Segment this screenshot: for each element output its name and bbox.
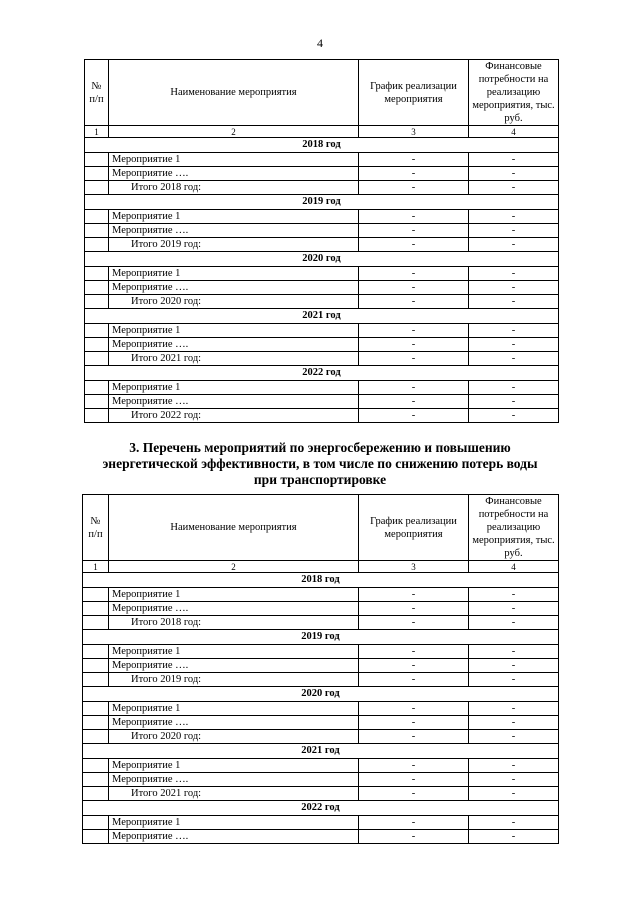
schedule-cell: - xyxy=(359,381,469,395)
activity-name-cell: Мероприятие 1 xyxy=(109,267,359,281)
name-header: Наименование мероприятия xyxy=(109,495,359,561)
finance-cell: - xyxy=(469,588,559,602)
schedule-cell: - xyxy=(359,324,469,338)
section-3-title-line-3: при транспортировке xyxy=(253,472,387,487)
activity-name-cell: Мероприятие …. xyxy=(109,167,359,181)
schedule-cell: - xyxy=(359,616,469,630)
activities-table-1 xyxy=(84,59,559,423)
activity-name-cell: Мероприятие …. xyxy=(109,773,359,787)
total-name-cell: Итого 2019 год: xyxy=(109,673,359,687)
year-row xyxy=(85,252,559,267)
table-row xyxy=(83,588,559,602)
section-3-title xyxy=(0,440,640,488)
row-number-cell xyxy=(85,338,109,352)
finance-cell: - xyxy=(469,730,559,744)
year-label: 2022 год xyxy=(83,801,559,816)
row-number-cell xyxy=(85,210,109,224)
table-row xyxy=(85,409,559,423)
schedule-cell: - xyxy=(359,295,469,309)
activity-name-cell: Мероприятие …. xyxy=(109,224,359,238)
row-number-cell xyxy=(83,759,109,773)
table-row xyxy=(83,787,559,801)
activity-name-cell: Мероприятие …. xyxy=(109,716,359,730)
schedule-cell: - xyxy=(359,210,469,224)
row-number-cell xyxy=(83,816,109,830)
activity-name-cell: Мероприятие …. xyxy=(109,338,359,352)
finance-cell: - xyxy=(469,338,559,352)
schedule-cell: - xyxy=(359,787,469,801)
finance-header: Финансовые потребности на реализацию мероприятия, тыс. руб. xyxy=(469,495,559,561)
activity-name-cell: Мероприятие 1 xyxy=(109,759,359,773)
total-name-cell: Итого 2018 год: xyxy=(109,616,359,630)
row-number-cell xyxy=(85,324,109,338)
finance-cell: - xyxy=(469,267,559,281)
row-number-cell xyxy=(85,238,109,252)
activity-name-cell: Мероприятие 1 xyxy=(109,381,359,395)
activity-name-cell: Мероприятие 1 xyxy=(109,645,359,659)
table-row xyxy=(85,381,559,395)
schedule-cell: - xyxy=(359,716,469,730)
schedule-header: График реализации мероприятия xyxy=(359,495,469,561)
year-row xyxy=(83,744,559,759)
year-row xyxy=(83,630,559,645)
activity-name-cell: Мероприятие 1 xyxy=(109,702,359,716)
activity-name-cell: Мероприятие …. xyxy=(109,602,359,616)
row-number-cell xyxy=(83,602,109,616)
finance-cell: - xyxy=(469,673,559,687)
schedule-cell: - xyxy=(359,659,469,673)
total-name-cell: Итого 2022 год: xyxy=(109,409,359,423)
row-number-cell xyxy=(85,395,109,409)
row-number-cell xyxy=(85,409,109,423)
schedule-cell: - xyxy=(359,395,469,409)
finance-cell: - xyxy=(469,381,559,395)
finance-cell: - xyxy=(469,773,559,787)
finance-cell: - xyxy=(469,645,559,659)
schedule-cell: - xyxy=(359,224,469,238)
activity-name-cell: Мероприятие …. xyxy=(109,395,359,409)
schedule-header: График реализации мероприятия xyxy=(359,60,469,126)
table-row xyxy=(83,730,559,744)
schedule-cell: - xyxy=(359,338,469,352)
year-label: 2020 год xyxy=(85,252,559,267)
table-row xyxy=(85,238,559,252)
column-number: 3 xyxy=(359,561,469,573)
row-number-cell xyxy=(85,281,109,295)
total-name-cell: Итого 2020 год: xyxy=(109,295,359,309)
name-header: Наименование мероприятия xyxy=(109,60,359,126)
finance-cell: - xyxy=(469,716,559,730)
row-number-cell xyxy=(83,645,109,659)
table-row xyxy=(85,324,559,338)
schedule-cell: - xyxy=(359,702,469,716)
row-number-cell xyxy=(83,830,109,844)
year-label: 2019 год xyxy=(83,630,559,645)
column-number: 3 xyxy=(359,126,469,138)
table-row xyxy=(85,153,559,167)
finance-cell: - xyxy=(469,395,559,409)
row-number-cell xyxy=(83,616,109,630)
table-row xyxy=(85,181,559,195)
row-number-cell xyxy=(83,730,109,744)
row-number-cell xyxy=(85,267,109,281)
column-numbers-row xyxy=(85,126,559,138)
column-number: 1 xyxy=(85,126,109,138)
activity-name-cell: Мероприятие …. xyxy=(109,281,359,295)
table-row xyxy=(85,395,559,409)
row-number-cell xyxy=(85,352,109,366)
row-number-cell xyxy=(85,224,109,238)
column-number: 4 xyxy=(469,126,559,138)
table-row xyxy=(85,338,559,352)
year-label: 2018 год xyxy=(85,138,559,153)
year-label: 2018 год xyxy=(83,573,559,588)
finance-header: Финансовые потребности на реализацию мероприятия, тыс. руб. xyxy=(469,60,559,126)
table-row xyxy=(83,830,559,844)
schedule-cell: - xyxy=(359,602,469,616)
total-name-cell: Итого 2021 год: xyxy=(109,787,359,801)
finance-cell: - xyxy=(469,238,559,252)
year-row xyxy=(85,309,559,324)
section-3-title-line-1: 3. Перечень мероприятий по энергосбережению и повышению xyxy=(129,440,511,455)
section-3-title-line-2: энергетической эффективности, в том числе по снижению потерь воды xyxy=(102,456,538,471)
row-number-cell xyxy=(85,295,109,309)
table-row xyxy=(83,673,559,687)
header-row xyxy=(85,60,559,126)
page-number: 4 xyxy=(317,36,323,50)
num-header: № п/п xyxy=(83,495,109,561)
schedule-cell: - xyxy=(359,830,469,844)
table-row xyxy=(83,645,559,659)
finance-cell: - xyxy=(469,210,559,224)
column-numbers-row xyxy=(83,561,559,573)
finance-cell: - xyxy=(469,787,559,801)
schedule-cell: - xyxy=(359,759,469,773)
total-name-cell: Итого 2018 год: xyxy=(109,181,359,195)
year-label: 2020 год xyxy=(83,687,559,702)
schedule-cell: - xyxy=(359,181,469,195)
table-row xyxy=(85,281,559,295)
finance-cell: - xyxy=(469,281,559,295)
schedule-cell: - xyxy=(359,673,469,687)
year-row xyxy=(85,366,559,381)
finance-cell: - xyxy=(469,602,559,616)
table-row xyxy=(83,659,559,673)
table-row xyxy=(83,773,559,787)
table-row xyxy=(85,210,559,224)
finance-cell: - xyxy=(469,324,559,338)
finance-cell: - xyxy=(469,759,559,773)
schedule-cell: - xyxy=(359,352,469,366)
schedule-cell: - xyxy=(359,167,469,181)
finance-cell: - xyxy=(469,153,559,167)
table-row xyxy=(83,602,559,616)
header-row xyxy=(83,495,559,561)
row-number-cell xyxy=(83,673,109,687)
column-number: 2 xyxy=(109,561,359,573)
year-row xyxy=(83,573,559,588)
activity-name-cell: Мероприятие 1 xyxy=(109,153,359,167)
row-number-cell xyxy=(83,773,109,787)
table-row xyxy=(85,167,559,181)
row-number-cell xyxy=(85,181,109,195)
finance-cell: - xyxy=(469,616,559,630)
year-label: 2022 год xyxy=(85,366,559,381)
num-header: № п/п xyxy=(85,60,109,126)
row-number-cell xyxy=(83,702,109,716)
year-row xyxy=(85,138,559,153)
column-number: 4 xyxy=(469,561,559,573)
finance-cell: - xyxy=(469,816,559,830)
schedule-cell: - xyxy=(359,409,469,423)
year-row xyxy=(85,195,559,210)
row-number-cell xyxy=(83,588,109,602)
finance-cell: - xyxy=(469,167,559,181)
finance-cell: - xyxy=(469,702,559,716)
total-name-cell: Итого 2020 год: xyxy=(109,730,359,744)
schedule-cell: - xyxy=(359,645,469,659)
schedule-cell: - xyxy=(359,281,469,295)
finance-cell: - xyxy=(469,659,559,673)
year-row xyxy=(83,801,559,816)
column-number: 2 xyxy=(109,126,359,138)
row-number-cell xyxy=(85,167,109,181)
table-row xyxy=(83,759,559,773)
schedule-cell: - xyxy=(359,238,469,252)
table-row xyxy=(85,224,559,238)
finance-cell: - xyxy=(469,295,559,309)
table-row xyxy=(83,716,559,730)
activity-name-cell: Мероприятие 1 xyxy=(109,816,359,830)
year-label: 2021 год xyxy=(85,309,559,324)
finance-cell: - xyxy=(469,352,559,366)
finance-cell: - xyxy=(469,181,559,195)
activity-name-cell: Мероприятие …. xyxy=(109,659,359,673)
column-number: 1 xyxy=(83,561,109,573)
year-row xyxy=(83,687,559,702)
table-row xyxy=(85,267,559,281)
table-row xyxy=(83,616,559,630)
row-number-cell xyxy=(85,381,109,395)
table-row xyxy=(83,816,559,830)
row-number-cell xyxy=(83,659,109,673)
table-row xyxy=(83,702,559,716)
row-number-cell xyxy=(83,716,109,730)
schedule-cell: - xyxy=(359,153,469,167)
activity-name-cell: Мероприятие 1 xyxy=(109,324,359,338)
finance-cell: - xyxy=(469,409,559,423)
schedule-cell: - xyxy=(359,773,469,787)
row-number-cell xyxy=(85,153,109,167)
schedule-cell: - xyxy=(359,588,469,602)
activity-name-cell: Мероприятие 1 xyxy=(109,210,359,224)
activities-table-2 xyxy=(82,494,559,844)
table-row xyxy=(85,295,559,309)
schedule-cell: - xyxy=(359,816,469,830)
schedule-cell: - xyxy=(359,730,469,744)
finance-cell: - xyxy=(469,224,559,238)
year-label: 2019 год xyxy=(85,195,559,210)
year-label: 2021 год xyxy=(83,744,559,759)
schedule-cell: - xyxy=(359,267,469,281)
table-row xyxy=(85,352,559,366)
row-number-cell xyxy=(83,787,109,801)
total-name-cell: Итого 2021 год: xyxy=(109,352,359,366)
activity-name-cell: Мероприятие 1 xyxy=(109,588,359,602)
total-name-cell: Итого 2019 год: xyxy=(109,238,359,252)
finance-cell: - xyxy=(469,830,559,844)
activity-name-cell: Мероприятие …. xyxy=(109,830,359,844)
